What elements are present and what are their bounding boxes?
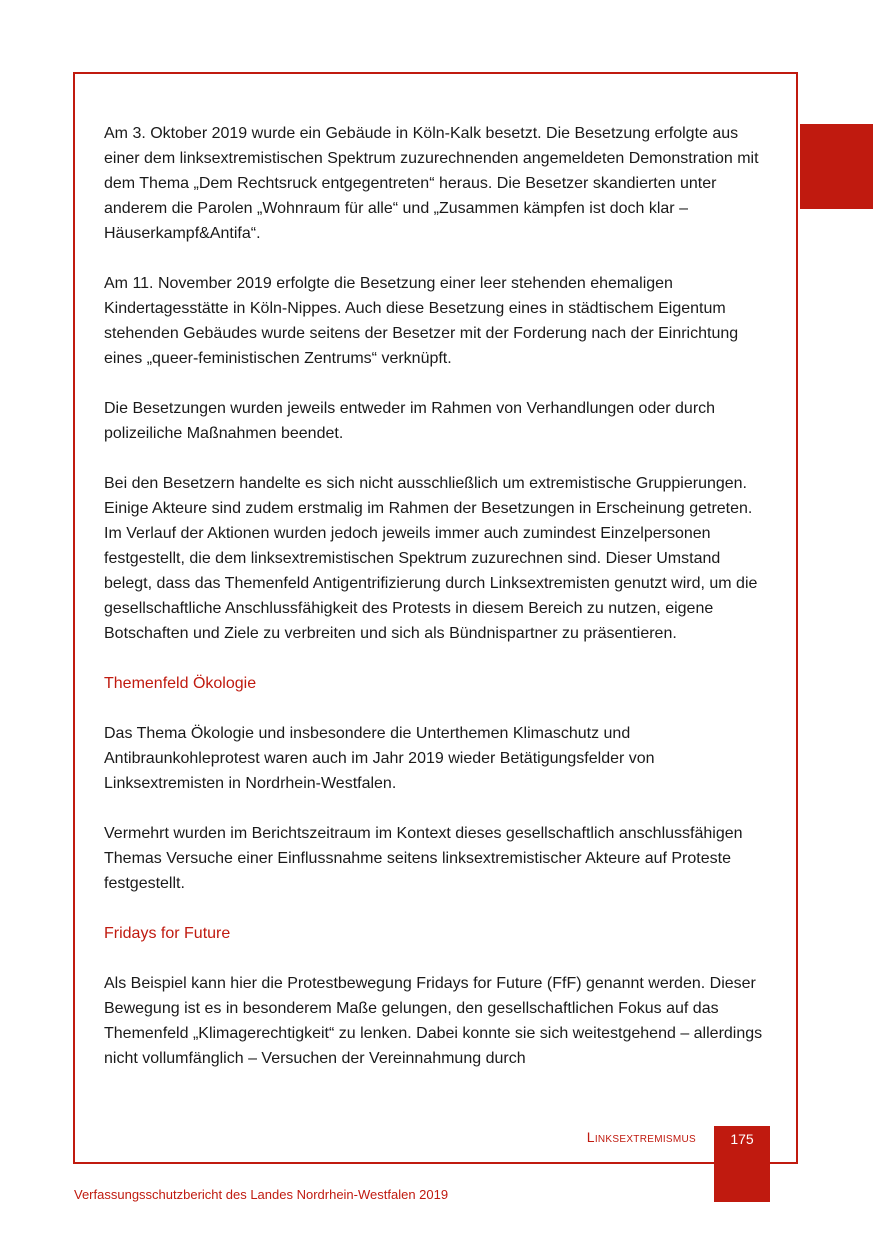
heading-themenfeld-oekologie: Themenfeld Ökologie [104, 675, 257, 692]
page-number-box [714, 1126, 770, 1202]
paragraph-einflussnahme: Vermehrt wurden im Berichtszeitraum im Kontext dieses gesellschaftlich anschlussfähigen Themas Versuche einer Einflussnahme seitens linksextremistischer Akteure auf Proteste festgestellt. [104, 825, 743, 892]
main-content [104, 121, 772, 1096]
paragraph-besetzung-koeln-kalk: Am 3. Oktober 2019 wurde ein Gebäude in Köln-Kalk besetzt. Die Besetzung erfolgte aus einer dem linksextremistischen Spektrum zuzurechnenden angemeldeten Demonstration mit dem Thema „Dem Rechtsruck entgegentreten“ heraus. Die Besetzer skandierten unter anderem die Parolen „Wohnraum für alle“ und „Zusammen kämpfen ist doch klar – Häuserkampf&Antifa“. [104, 125, 759, 242]
heading-fridays-for-future: Fridays for Future [104, 925, 231, 942]
running-section-label: Linksextremismus [586, 1129, 696, 1145]
paragraph-besetzer-gruppierungen: Bei den Besetzern handelte es sich nicht ausschließlich um extremistische Gruppierungen. Einige Akteure sind zudem erstmalig im Rahmen der Besetzungen in Erscheinung getreten. Im Verlauf der Aktionen wurden jedoch jeweils immer auch zumindest Einzelpersonen festgestellt, die dem linksextremistischen Spektrum zuzurechnen sind. Dieser Umstand belegt, dass das Themenfeld Antigentrifizierung durch Linksextremisten genutzt wird, um die gesellschaftliche Anschlussfähigkeit des Protests in diesem Bereich zu nutzen, eigene Botschaften und Ziele zu verbreiten und sich als Bündnispartner zu präsentieren. [104, 475, 758, 642]
chapter-tab-marker [800, 124, 873, 209]
paragraph-oekologie-thema: Das Thema Ökologie und insbesondere die Unterthemen Klimaschutz und Antibraunkohleprotest waren auch im Jahr 2019 wieder Betätigungsfelder von Linksextremisten in Nordrhein-Westfalen. [104, 725, 655, 792]
footer-report-title: Verfassungsschutzbericht des Landes Nordrhein-Westfalen 2019 [74, 1187, 449, 1202]
paragraph-fridays-for-future: Als Beispiel kann hier die Protestbewegung Fridays for Future (FfF) genannt werden. Dieser Bewegung ist es in besonderem Maße gelungen, den gesellschaftlichen Fokus auf das Themenfeld „Klimagerechtigkeit“ zu lenken. Dabei konnte sie sich weitestgehend – allerdings nicht vollumfänglich – Versuchen der Vereinnahmung durch [104, 975, 763, 1067]
paragraph-besetzung-koeln-nippes: Am 11. November 2019 erfolgte die Besetzung einer leer stehenden ehemaligen Kindertagesstätte in Köln-Nippes. Auch diese Besetzung eines in städtischem Eigentum stehenden Gebäudes wurde seitens der Besetzer mit der Forderung nach der Einrichtung eines „queer-feministischen Zentrums“ verknüpft. [104, 275, 739, 367]
page-number: 175 [730, 1131, 754, 1147]
paragraph-besetzungen-beendet: Die Besetzungen wurden jeweils entweder im Rahmen von Verhandlungen oder durch polizeiliche Maßnahmen beendet. [104, 400, 716, 442]
